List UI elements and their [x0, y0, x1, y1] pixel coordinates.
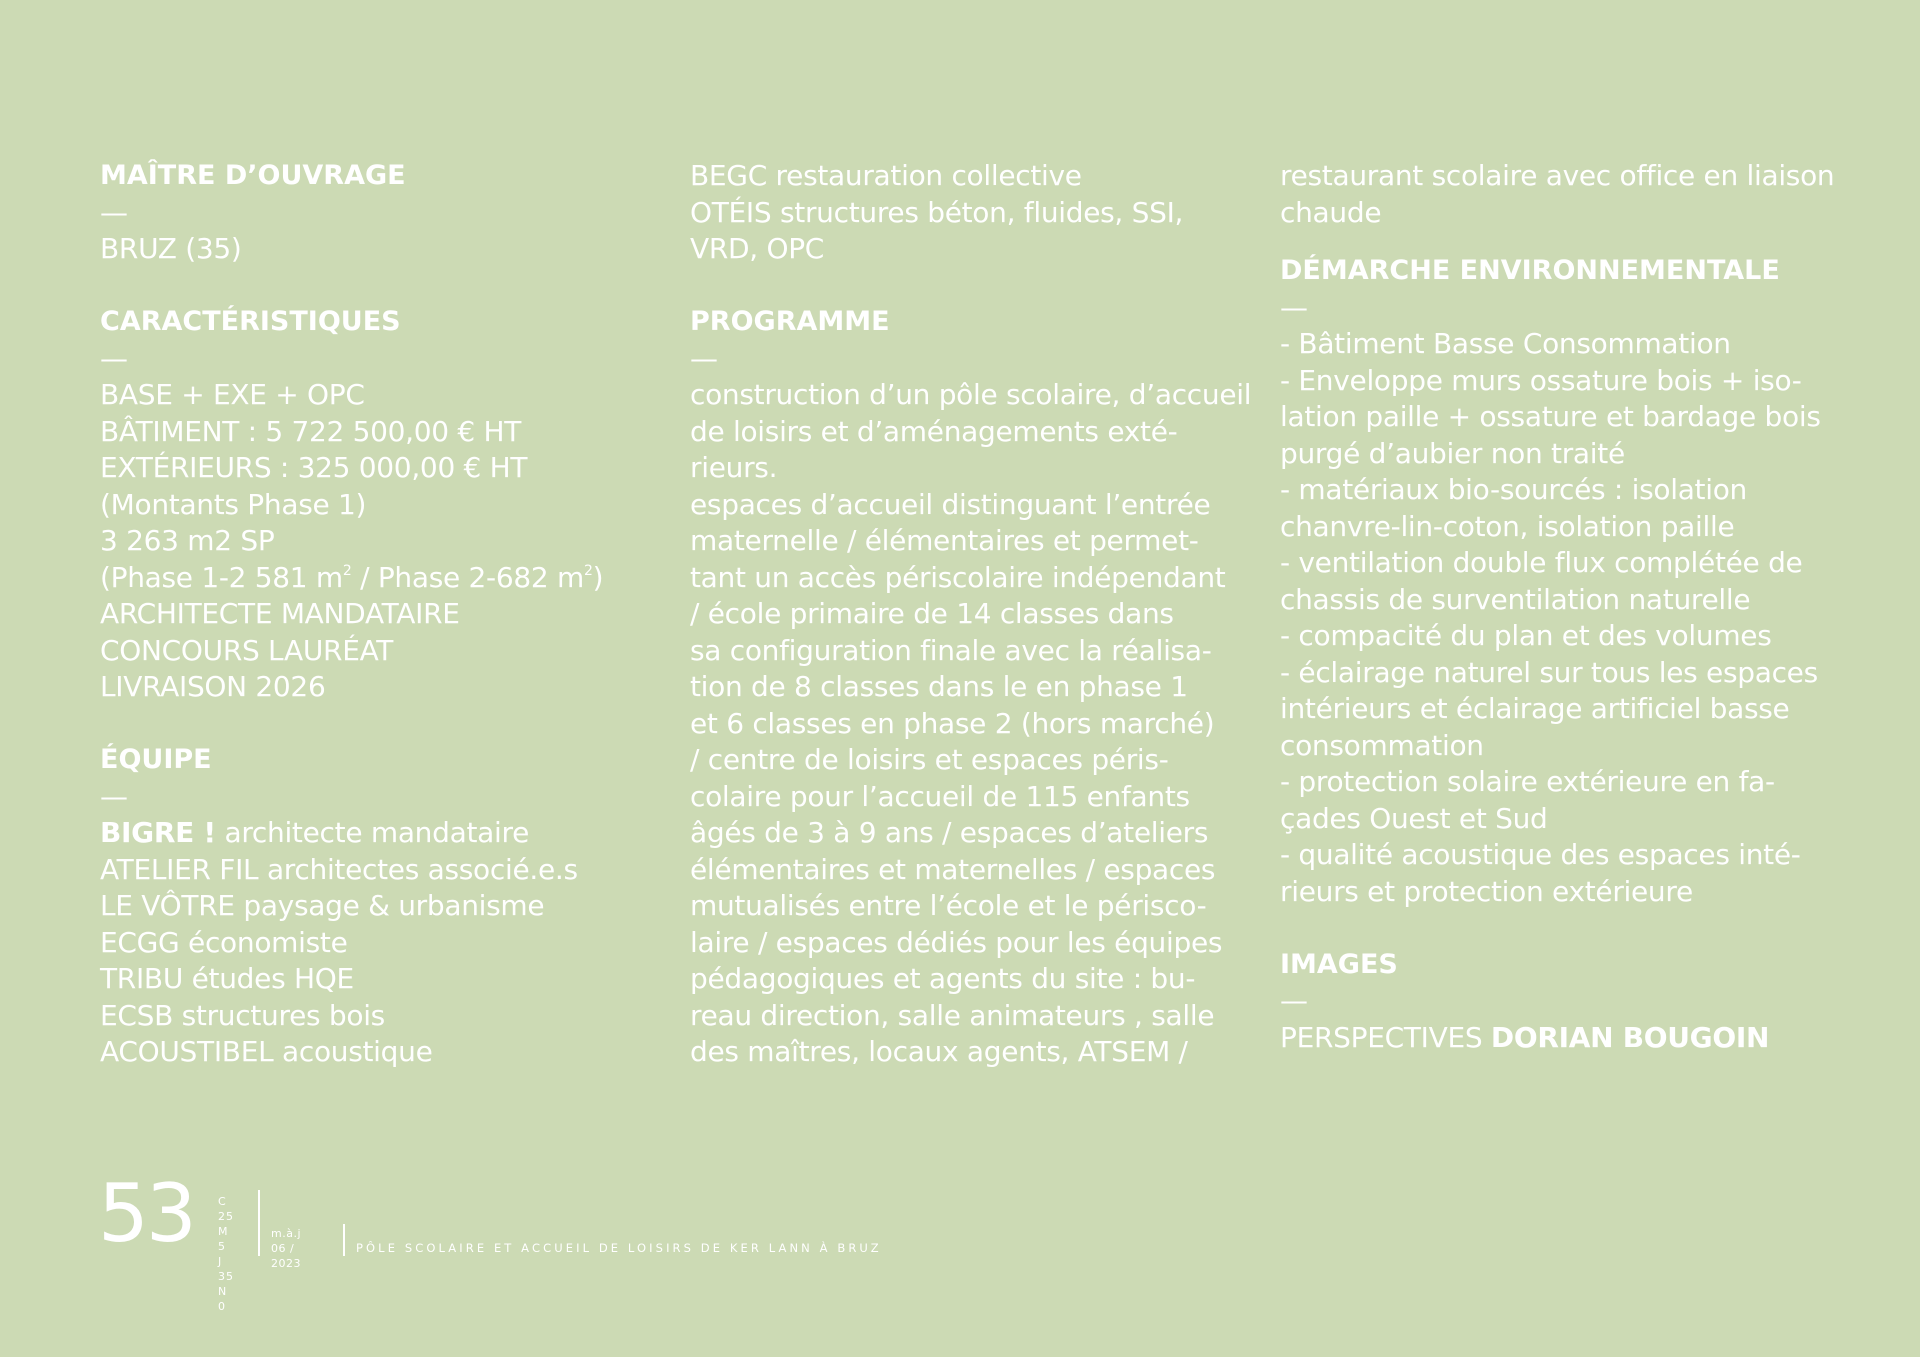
column-middle — [690, 158, 1260, 1071]
update-date: 06 / 2023 — [271, 1242, 301, 1270]
owner-heading: MAÎTRE D’OUVRAGE — [100, 160, 406, 191]
environment-line: - éclairage naturel sur tous les espaces — [1280, 655, 1818, 689]
environment-line: chanvre-lin-coton, isolation paille — [1280, 509, 1735, 543]
programme-line: tion de 8 classes dans le en phase 1 — [690, 670, 1188, 703]
programme-line: reau direction, salle animateurs , salle — [690, 998, 1215, 1032]
team-member — [100, 998, 670, 1035]
programme-line: pédagogiques et agents du site : bu- — [690, 962, 1196, 995]
characteristics-phase-line — [100, 560, 670, 597]
characteristics-line: EXTÉRIEURS : 325 000,00 € HT — [100, 451, 528, 484]
footer-divider — [343, 1224, 345, 1256]
phase-mid: / Phase 2-682 m — [351, 560, 584, 594]
characteristics-line: LIVRAISON 2026 — [100, 670, 326, 703]
environment-line: rieurs et protection extérieure — [1280, 874, 1693, 908]
owner-dash: — — [100, 195, 128, 229]
environment-heading: DÉMARCHE ENVIRONNEMENTALE — [1280, 255, 1780, 286]
programme-line: / école primaire de 14 classes dans — [690, 597, 1174, 630]
characteristics-line: 3 263 m2 SP — [100, 524, 275, 557]
team-member-role: études HQE — [183, 962, 354, 995]
programme-line: sa configuration finale avec la réalisa- — [690, 633, 1212, 667]
team-member — [100, 888, 670, 925]
programme-line: élémentaires et maternelles / espaces — [690, 852, 1216, 886]
team-member-role: architecte mandataire — [215, 816, 529, 849]
page-number: 53 — [98, 1167, 194, 1260]
team-dash: — — [100, 779, 128, 813]
environment-line: - compacité du plan et des volumes — [1280, 619, 1772, 652]
team-member — [690, 195, 1260, 232]
footer-title: PÔLE SCOLAIRE ET ACCUEIL DE LOISIRS DE KER LANN À BRUZ — [356, 1241, 882, 1255]
owner-value: BRUZ (35) — [100, 232, 242, 265]
environment-line: purgé d’aubier non traité — [1280, 436, 1625, 470]
color-code-n: N 0 — [218, 1285, 228, 1313]
team-member — [690, 158, 1260, 195]
team-member-name: ECGG — [100, 925, 180, 959]
team-member-name: ATELIER FIL — [100, 852, 259, 886]
programme-line: rieurs. — [690, 451, 778, 484]
column-right — [1280, 158, 1850, 1056]
environment-line: - protection solaire extérieure en fa- — [1280, 765, 1775, 798]
characteristics-line: (Montants Phase 1) — [100, 487, 367, 521]
team-member-name: ECSB — [100, 998, 174, 1032]
programme-line: laire / espaces dédiés pour les équipes — [690, 925, 1223, 959]
color-code-c: C 25 — [218, 1195, 234, 1223]
environment-line: chassis de surventilation naturelle — [1280, 582, 1751, 616]
team-member-name: TRIBU — [100, 962, 184, 995]
team-member-role: architectes associé.e.s — [258, 852, 578, 886]
column-left — [100, 158, 670, 1071]
environment-line: - Bâtiment Basse Consommation — [1280, 327, 1731, 360]
team-member-role: structures bois — [173, 998, 385, 1032]
team-member — [100, 925, 670, 962]
characteristics-heading: CARACTÉRISTIQUES — [100, 306, 401, 337]
programme-line: espaces d’accueil distinguant l’entrée — [690, 487, 1211, 521]
images-credit-label: PERSPECTIVES — [1280, 1020, 1491, 1054]
environment-line: - matériaux bio-sourcés : isolation — [1280, 473, 1747, 506]
environment-line: - Enveloppe murs ossature bois + iso- — [1280, 363, 1802, 397]
characteristics-dash: — — [100, 341, 128, 375]
team-member — [100, 815, 670, 852]
phase-sup-2: 2 — [583, 562, 593, 579]
images-dash: — — [1280, 984, 1308, 1017]
characteristics-line: ARCHITECTE MANDATAIRE — [100, 597, 460, 630]
images-heading: IMAGES — [1280, 948, 1398, 980]
team-member-role: restauration collective — [766, 159, 1082, 192]
team-member-role: paysage & urbanisme — [234, 889, 545, 922]
update-block — [271, 1226, 301, 1271]
team-member-name: BEGC — [690, 159, 767, 192]
phase-sup-1: 2 — [342, 562, 352, 579]
team-member-name: LE VÔTRE — [100, 889, 235, 922]
team-member — [100, 1034, 670, 1071]
color-code-m: M 5 — [218, 1225, 229, 1253]
environment-line: intérieurs et éclairage artificiel basse — [1280, 692, 1790, 725]
programme-heading: PROGRAMME — [690, 306, 890, 337]
team-member-tail: VRD, OPC — [690, 232, 825, 265]
programme-line: des maîtres, locaux agents, ATSEM / — [690, 1035, 1188, 1068]
programme-line: maternelle / élémentaires et permet- — [690, 524, 1199, 557]
footer-divider — [258, 1190, 260, 1256]
programme-line: et 6 classes en phase 2 (hors marché) — [690, 706, 1215, 740]
phase-suffix: ) — [592, 560, 604, 594]
images-credit-author: DORIAN BOUGOIN — [1490, 1020, 1770, 1054]
team-heading: ÉQUIPE — [100, 744, 212, 775]
phase-prefix: (Phase 1-2 581 m — [100, 560, 343, 594]
characteristics-line: CONCOURS LAURÉAT — [100, 633, 394, 667]
update-label: m.à.j — [271, 1227, 302, 1240]
team-member-role: acoustique — [273, 1035, 433, 1068]
team-member-name: BIGRE ! — [100, 816, 216, 849]
programme-line: construction d’un pôle scolaire, d’accueil — [690, 378, 1252, 411]
programme-line: colaire pour l’accueil de 115 enfants — [690, 779, 1190, 813]
team-member-name: OTÉIS — [690, 195, 772, 229]
programme-line: / centre de loisirs et espaces péris- — [690, 743, 1169, 776]
team-member-name: ACOUSTIBEL — [100, 1035, 274, 1068]
programme-line: restaurant scolaire avec office en liaison — [1280, 159, 1835, 192]
characteristics-line: BÂTIMENT : 5 722 500,00 € HT — [100, 414, 522, 448]
programme-dash: — — [690, 341, 718, 375]
environment-line: consommation — [1280, 728, 1484, 762]
environment-line: lation paille + ossature et bardage bois — [1280, 400, 1821, 433]
environment-dash: — — [1280, 290, 1308, 324]
team-member — [100, 961, 670, 998]
characteristics-line: BASE + EXE + OPC — [100, 378, 365, 411]
color-code-j: J 35 — [218, 1255, 234, 1283]
programme-line: mutualisés entre l’école et le périsco- — [690, 889, 1207, 922]
team-member-role: économiste — [179, 925, 348, 959]
programme-line: chaude — [1280, 195, 1382, 229]
programme-line: âgés de 3 à 9 ans / espaces d’ateliers — [690, 816, 1209, 849]
team-member-role: structures béton, fluides, SSI, — [771, 195, 1184, 229]
team-member — [100, 852, 670, 889]
environment-line: - qualité acoustique des espaces inté- — [1280, 838, 1801, 871]
environment-line: çades Ouest et Sud — [1280, 801, 1548, 835]
images-credit — [1280, 1020, 1850, 1057]
color-codes — [218, 1194, 234, 1314]
programme-line: de loisirs et d’aménagements exté- — [690, 414, 1178, 448]
programme-line: tant un accès périscolaire indépendant — [690, 560, 1226, 594]
environment-line: - ventilation double flux complétée de — [1280, 546, 1803, 579]
